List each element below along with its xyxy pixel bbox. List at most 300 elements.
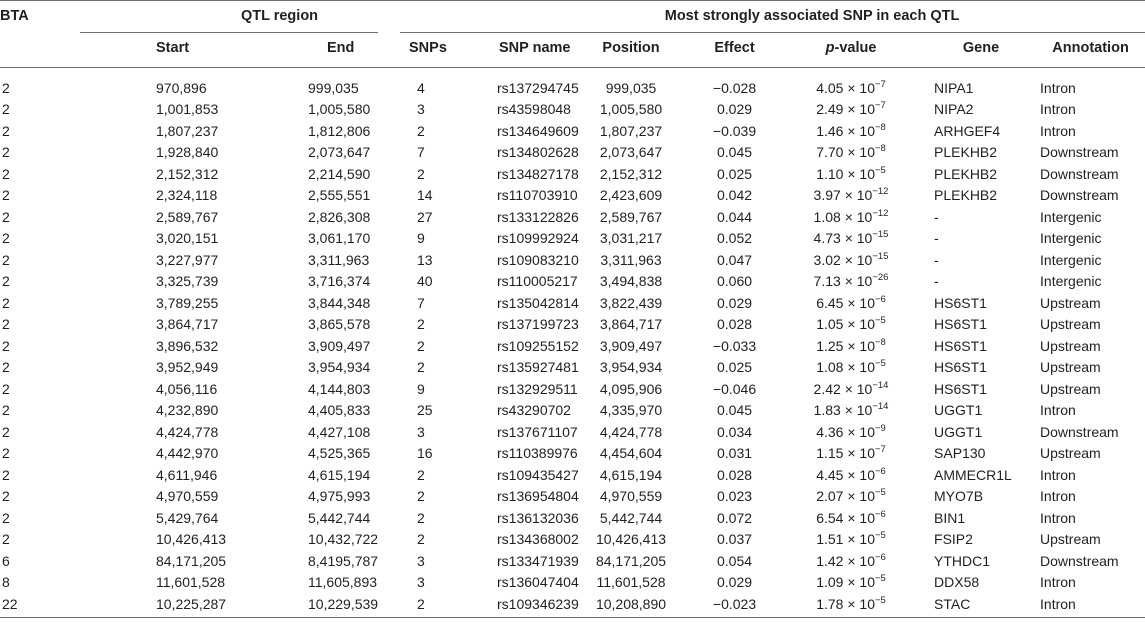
effect-cell: 0.028 <box>716 316 753 333</box>
end-cell: 3,865,578 <box>308 316 371 333</box>
gene-cell: BIN1 <box>934 509 966 526</box>
pvalue-base: 10 <box>856 230 873 247</box>
table-row <box>0 271 1145 293</box>
table-row <box>0 572 1145 594</box>
bta-cell: 2 <box>2 423 10 440</box>
effect-cell: 0.037 <box>716 531 753 548</box>
table-row <box>0 464 1145 486</box>
pvalue-mantissa: 1.09 <box>816 574 844 591</box>
table-body <box>0 64 1145 615</box>
start-cell: 2,589,767 <box>156 208 219 225</box>
pvalue-cell <box>776 120 926 142</box>
annotation-cell: Downstream <box>1040 144 1119 161</box>
pvalue-base: 10 <box>859 101 875 118</box>
snps-cell: 3 <box>417 101 425 118</box>
end-cell: 3,716,374 <box>308 273 371 290</box>
position-cell: 3,311,963 <box>600 251 662 268</box>
top-rule <box>0 0 1145 1</box>
gene-cell: SAP130 <box>934 445 986 462</box>
effect-header: Effect <box>714 40 755 56</box>
gene-cell: MYO7B <box>934 488 984 505</box>
end-cell: 10,432,722 <box>308 531 379 548</box>
snp-name-cell: rs134649609 <box>497 122 579 139</box>
bta-cell: 6 <box>2 552 10 569</box>
gene-cell: FSIP2 <box>934 531 973 548</box>
snp-name-cell: rs132929511 <box>497 380 578 397</box>
pvalue-base: 10 <box>859 294 875 311</box>
pvalue-base: 10 <box>859 337 875 354</box>
snp-name-cell: rs133122826 <box>497 208 579 225</box>
bta-cell: 2 <box>2 509 10 526</box>
pvalue-exponent: −7 <box>874 78 886 90</box>
pvalue-exponent: −14 <box>872 379 889 391</box>
effect-cell: 0.052 <box>716 230 753 247</box>
pvalue-mantissa: 4.05 <box>816 79 844 96</box>
start-cell: 1,807,237 <box>156 122 219 139</box>
snps-cell: 2 <box>417 509 425 526</box>
start-cell: 4,232,890 <box>156 402 219 419</box>
pvalue-base: 10 <box>859 509 875 526</box>
bta-cell: 22 <box>2 595 18 612</box>
effect-cell: 0.060 <box>716 273 753 290</box>
table-row <box>0 529 1145 551</box>
snp-name-cell: rs109435427 <box>497 466 579 483</box>
position-cell: 4,615,194 <box>599 466 663 483</box>
gene-cell: HS6ST1 <box>934 337 987 354</box>
annotation-cell: Upstream <box>1040 294 1101 311</box>
pvalue-cell <box>776 529 926 551</box>
pvalue-base: 10 <box>859 595 875 612</box>
table-row <box>0 120 1145 142</box>
start-cell: 3,952,949 <box>156 359 219 376</box>
pvalue-base: 10 <box>856 402 873 419</box>
pvalue-times: × <box>847 552 856 569</box>
position-cell: 2,423,609 <box>599 187 663 204</box>
bottom-rule <box>0 617 1145 618</box>
pvalue-cell <box>776 357 926 379</box>
table-row <box>0 142 1145 164</box>
bta-cell: 2 <box>2 251 10 268</box>
pvalue-times: × <box>847 445 856 462</box>
pvalue-cell <box>776 400 926 422</box>
table-row <box>0 357 1145 379</box>
snp-group-rule <box>400 32 1145 33</box>
position-header: Position <box>602 40 660 56</box>
pvalue-mantissa: 2.07 <box>816 488 844 505</box>
annotation-cell: Intron <box>1040 122 1076 139</box>
start-cell: 3,864,717 <box>156 316 219 333</box>
position-cell: 3,864,717 <box>599 316 663 333</box>
annotation-cell: Intron <box>1040 466 1076 483</box>
qtl-region-rule <box>80 32 378 33</box>
pvalue-exponent: −9 <box>874 422 886 434</box>
annotation-cell: Intron <box>1040 488 1076 505</box>
snps-cell: 40 <box>417 273 433 290</box>
pvalue-exponent: −26 <box>872 272 889 284</box>
pvalue-cell <box>776 593 926 615</box>
position-cell: 10,208,890 <box>595 595 667 612</box>
effect-cell: −0.023 <box>712 595 757 612</box>
pvalue-base: 10 <box>859 316 875 333</box>
position-cell: 4,335,970 <box>599 402 663 419</box>
pvalue-base: 10 <box>859 466 875 483</box>
end-cell: 3,061,170 <box>308 230 371 247</box>
gene-cell: - <box>934 251 939 268</box>
end-cell: 3,909,497 <box>308 337 371 354</box>
snps-cell: 4 <box>417 79 425 96</box>
effect-cell: 0.029 <box>716 101 753 118</box>
bta-cell: 2 <box>2 445 10 462</box>
pvalue-base: 10 <box>856 251 873 268</box>
pvalue-cell <box>776 464 926 486</box>
annotation-cell: Intergenic <box>1040 230 1102 247</box>
gene-cell: UGGT1 <box>934 402 983 419</box>
snp-name-cell: rs137671107 <box>497 423 578 440</box>
pvalue-mantissa: 7.13 <box>813 273 841 290</box>
end-cell: 4,427,108 <box>308 423 371 440</box>
bta-sub-header-blank <box>0 32 80 64</box>
pvalue-times: × <box>847 574 856 591</box>
pvalue-base: 10 <box>856 273 873 290</box>
pvalue-cell <box>776 443 926 465</box>
snp-name-cell: rs134368002 <box>497 531 579 548</box>
pvalue-times: × <box>847 165 856 182</box>
end-cell: 3,311,963 <box>308 251 370 268</box>
pvalue-base: 10 <box>859 165 875 182</box>
pvalue-exponent: −5 <box>874 358 886 370</box>
pvalue-times: × <box>847 531 856 548</box>
snps-cell: 2 <box>417 531 425 548</box>
gene-cell: STAC <box>934 595 971 612</box>
annotation-cell: Downstream <box>1040 187 1119 204</box>
snps-cell: 2 <box>417 337 425 354</box>
position-cell: 4,095,906 <box>599 380 663 397</box>
pvalue-cell <box>776 249 926 271</box>
pvalue-mantissa: 1.46 <box>816 122 844 139</box>
gene-cell: PLEKHB2 <box>934 187 998 204</box>
snps-cell: 3 <box>417 552 425 569</box>
table-row <box>0 378 1145 400</box>
gene-cell: YTHDC1 <box>934 552 991 569</box>
end-cell: 1,005,580 <box>308 101 371 118</box>
pvalue-times: × <box>847 595 856 612</box>
start-cell: 3,227,977 <box>156 251 219 268</box>
pvalue-mantissa: 2.49 <box>816 101 844 118</box>
bta-cell: 2 <box>2 402 10 419</box>
annotation-cell: Intergenic <box>1040 251 1102 268</box>
end-cell: 2,073,647 <box>308 144 371 161</box>
pvalue-exponent: −7 <box>874 100 886 112</box>
end-cell: 11,605,893 <box>308 574 378 591</box>
bta-cell: 2 <box>2 79 10 96</box>
pvalue-cell <box>776 163 926 185</box>
pvalue-exponent: −6 <box>874 293 886 305</box>
start-cell: 11,601,528 <box>156 574 226 591</box>
snp-name-cell: rs137199723 <box>497 316 579 333</box>
end-cell: 4,144,803 <box>308 380 371 397</box>
pvalue-exponent: −5 <box>874 530 886 542</box>
annotation-cell: Downstream <box>1040 165 1119 182</box>
end-cell: 4,975,993 <box>308 488 371 505</box>
pvalue-mantissa: 1.15 <box>816 445 844 462</box>
pvalue-mantissa: 1.25 <box>816 337 844 354</box>
bta-cell: 2 <box>2 144 10 161</box>
pvalue-mantissa: 1.05 <box>816 316 844 333</box>
pvalue-exponent: −6 <box>874 551 886 563</box>
effect-cell: 0.045 <box>716 402 753 419</box>
annotation-cell: Downstream <box>1040 423 1119 440</box>
pvalue-cell <box>776 335 926 357</box>
gene-cell: PLEKHB2 <box>934 144 998 161</box>
bta-cell: 2 <box>2 488 10 505</box>
table-row <box>0 486 1145 508</box>
gene-header: Gene <box>962 40 1000 56</box>
pvalue-exponent: −5 <box>874 164 886 176</box>
snp-name-cell: rs110005217 <box>497 273 578 290</box>
effect-cell: 0.029 <box>716 294 753 311</box>
start-header: Start <box>156 40 190 56</box>
table-row <box>0 314 1145 336</box>
header-group-row <box>0 0 1145 32</box>
snp-name-cell: rs135927481 <box>497 359 579 376</box>
start-cell: 5,429,764 <box>156 509 219 526</box>
snp-name-cell: rs109992924 <box>497 230 579 247</box>
end-cell: 10,229,539 <box>308 595 379 612</box>
effect-cell: 0.028 <box>716 466 753 483</box>
snp-name-cell: rs110703910 <box>497 187 578 204</box>
header-sub-row <box>0 32 1145 64</box>
annotation-cell: Intergenic <box>1040 208 1102 225</box>
snps-cell: 2 <box>417 595 425 612</box>
pvalue-header-rest: -value <box>834 40 877 56</box>
pvalue-times: × <box>844 402 853 419</box>
position-cell: 3,954,934 <box>599 359 663 376</box>
position-cell: 2,152,312 <box>599 165 663 182</box>
pvalue-cell <box>776 292 926 314</box>
snp-group-header: Most strongly associated SNP in each QTL <box>664 8 960 24</box>
pvalue-exponent: −5 <box>874 573 886 585</box>
pvalue-base: 10 <box>856 380 873 397</box>
pvalue-mantissa: 1.42 <box>816 552 844 569</box>
start-cell: 3,789,255 <box>156 294 219 311</box>
pvalue-exponent: −12 <box>872 186 889 198</box>
snp-name-cell: rs109255152 <box>497 337 579 354</box>
pvalue-cell <box>776 314 926 336</box>
effect-cell: 0.025 <box>716 165 753 182</box>
snps-cell: 3 <box>417 574 425 591</box>
snps-cell: 3 <box>417 423 425 440</box>
pvalue-times: × <box>847 466 856 483</box>
pvalue-cell <box>776 271 926 293</box>
pvalue-exponent: −15 <box>872 229 889 241</box>
table-row <box>0 550 1145 572</box>
table-row <box>0 292 1145 314</box>
snps-cell: 2 <box>417 359 425 376</box>
gene-cell: NIPA1 <box>934 79 974 96</box>
effect-cell: 0.044 <box>716 208 753 225</box>
snps-cell: 7 <box>417 144 425 161</box>
pvalue-exponent: −8 <box>874 121 886 133</box>
pvalue-times: × <box>847 423 856 440</box>
pvalue-mantissa: 2.42 <box>813 380 841 397</box>
effect-cell: 0.031 <box>716 445 753 462</box>
gene-cell: ARHGEF4 <box>934 122 1001 139</box>
table-row <box>0 228 1145 250</box>
effect-cell: 0.047 <box>716 251 753 268</box>
bta-cell: 2 <box>2 208 10 225</box>
bta-cell: 2 <box>2 316 10 333</box>
end-cell: 8,4195,787 <box>308 552 379 569</box>
pvalue-cell <box>776 64 926 99</box>
snp-name-cell: rs43598048 <box>497 101 571 118</box>
annotation-cell: Intron <box>1040 79 1076 96</box>
pvalue-cell <box>776 486 926 508</box>
gene-cell: HS6ST1 <box>934 359 987 376</box>
end-cell: 3,844,348 <box>308 294 371 311</box>
pvalue-times: × <box>844 187 853 204</box>
annotation-cell: Upstream <box>1040 337 1101 354</box>
pvalue-cell <box>776 572 926 594</box>
position-cell: 2,073,647 <box>599 144 663 161</box>
end-cell: 4,405,833 <box>308 402 371 419</box>
pvalue-mantissa: 4.36 <box>816 423 844 440</box>
effect-cell: 0.029 <box>716 574 753 591</box>
position-cell: 3,822,439 <box>599 294 663 311</box>
pvalue-mantissa: 3.97 <box>813 187 841 204</box>
position-cell: 1,005,580 <box>599 101 663 118</box>
pvalue-exponent: −6 <box>874 508 886 520</box>
annotation-cell: Downstream <box>1040 552 1119 569</box>
pvalue-times: × <box>847 79 856 96</box>
gene-cell: - <box>934 208 939 225</box>
effect-cell: 0.042 <box>716 187 753 204</box>
snps-cell: 13 <box>417 251 433 268</box>
snps-cell: 27 <box>417 208 433 225</box>
position-cell: 11,601,528 <box>596 574 666 591</box>
gene-cell: HS6ST1 <box>934 380 987 397</box>
snps-cell: 2 <box>417 122 425 139</box>
position-cell: 4,970,559 <box>599 488 663 505</box>
pvalue-times: × <box>844 380 853 397</box>
pvalue-exponent: −6 <box>874 465 886 477</box>
table-row <box>0 99 1145 121</box>
annotation-cell: Upstream <box>1040 316 1101 333</box>
snp-name-cell: rs133471939 <box>497 552 579 569</box>
snps-cell: 9 <box>417 230 425 247</box>
start-cell: 3,896,532 <box>156 337 219 354</box>
pvalue-times: × <box>847 144 856 161</box>
bta-cell: 2 <box>2 165 10 182</box>
bta-cell: 2 <box>2 273 10 290</box>
bta-cell: 2 <box>2 337 10 354</box>
end-cell: 2,214,590 <box>308 165 371 182</box>
start-cell: 10,225,287 <box>156 595 227 612</box>
pvalue-base: 10 <box>859 423 875 440</box>
table-row <box>0 206 1145 228</box>
pvalue-cell <box>776 421 926 443</box>
end-cell: 4,615,194 <box>308 466 371 483</box>
snps-cell: 2 <box>417 316 425 333</box>
snps-header: SNPs <box>409 40 447 56</box>
pvalue-times: × <box>844 230 853 247</box>
pvalue-base: 10 <box>859 144 875 161</box>
pvalue-times: × <box>847 101 856 118</box>
gene-cell: UGGT1 <box>934 423 983 440</box>
table-row <box>0 249 1145 271</box>
pvalue-mantissa: 7.70 <box>816 144 844 161</box>
pvalue-mantissa: 1.10 <box>816 165 844 182</box>
snp-name-header: SNP name <box>499 40 571 56</box>
start-cell: 10,426,413 <box>156 531 227 548</box>
start-cell: 4,611,946 <box>156 466 218 483</box>
bta-cell: 2 <box>2 101 10 118</box>
gene-cell: NIPA2 <box>934 101 974 118</box>
effect-cell: −0.039 <box>712 122 757 139</box>
table-row <box>0 335 1145 357</box>
start-cell: 4,424,778 <box>156 423 219 440</box>
bta-cell: 2 <box>2 466 10 483</box>
pvalue-base: 10 <box>859 531 875 548</box>
bta-cell: 2 <box>2 359 10 376</box>
pvalue-times: × <box>847 509 856 526</box>
pvalue-cell <box>776 99 926 121</box>
position-cell: 10,426,413 <box>595 531 667 548</box>
pvalue-times: × <box>847 488 856 505</box>
effect-cell: 0.025 <box>716 359 753 376</box>
pvalue-base: 10 <box>856 187 873 204</box>
position-cell: 4,454,604 <box>599 445 663 462</box>
bta-cell: 2 <box>2 230 10 247</box>
annotation-cell: Intron <box>1040 595 1076 612</box>
snp-name-cell: rs110389976 <box>497 445 578 462</box>
pvalue-times: × <box>847 316 856 333</box>
end-cell: 2,555,551 <box>308 187 371 204</box>
pvalue-base: 10 <box>859 445 875 462</box>
snp-name-cell: rs137294745 <box>497 79 579 96</box>
position-cell: 3,031,217 <box>599 230 663 247</box>
pvalue-header-p: p <box>825 40 835 56</box>
end-cell: 999,035 <box>308 79 359 96</box>
pvalue-cell <box>776 142 926 164</box>
effect-cell: 0.045 <box>716 144 753 161</box>
start-cell: 84,171,205 <box>156 552 227 569</box>
pvalue-times: × <box>847 359 856 376</box>
pvalue-cell <box>776 378 926 400</box>
snp-name-cell: rs109083210 <box>497 251 579 268</box>
snps-cell: 7 <box>417 294 425 311</box>
pvalue-mantissa: 1.78 <box>816 595 844 612</box>
snp-name-cell: rs136132036 <box>497 509 579 526</box>
pvalue-exponent: −8 <box>874 143 886 155</box>
pvalue-times: × <box>847 337 856 354</box>
pvalue-cell <box>776 185 926 207</box>
effect-cell: −0.033 <box>712 337 757 354</box>
gene-cell: HS6ST1 <box>934 294 987 311</box>
pvalue-base: 10 <box>859 359 875 376</box>
annotation-cell: Intergenic <box>1040 273 1102 290</box>
position-cell: 84,171,205 <box>595 552 667 569</box>
annotation-cell: Intron <box>1040 101 1076 118</box>
end-cell: 4,525,365 <box>308 445 371 462</box>
pvalue-base: 10 <box>859 122 875 139</box>
annotation-cell: Upstream <box>1040 531 1101 548</box>
annotation-header: Annotation <box>1052 40 1129 56</box>
pvalue-cell <box>776 228 926 250</box>
effect-cell: −0.046 <box>712 380 757 397</box>
table-row <box>0 400 1145 422</box>
effect-cell: −0.028 <box>712 79 757 96</box>
start-cell: 3,020,151 <box>156 230 219 247</box>
